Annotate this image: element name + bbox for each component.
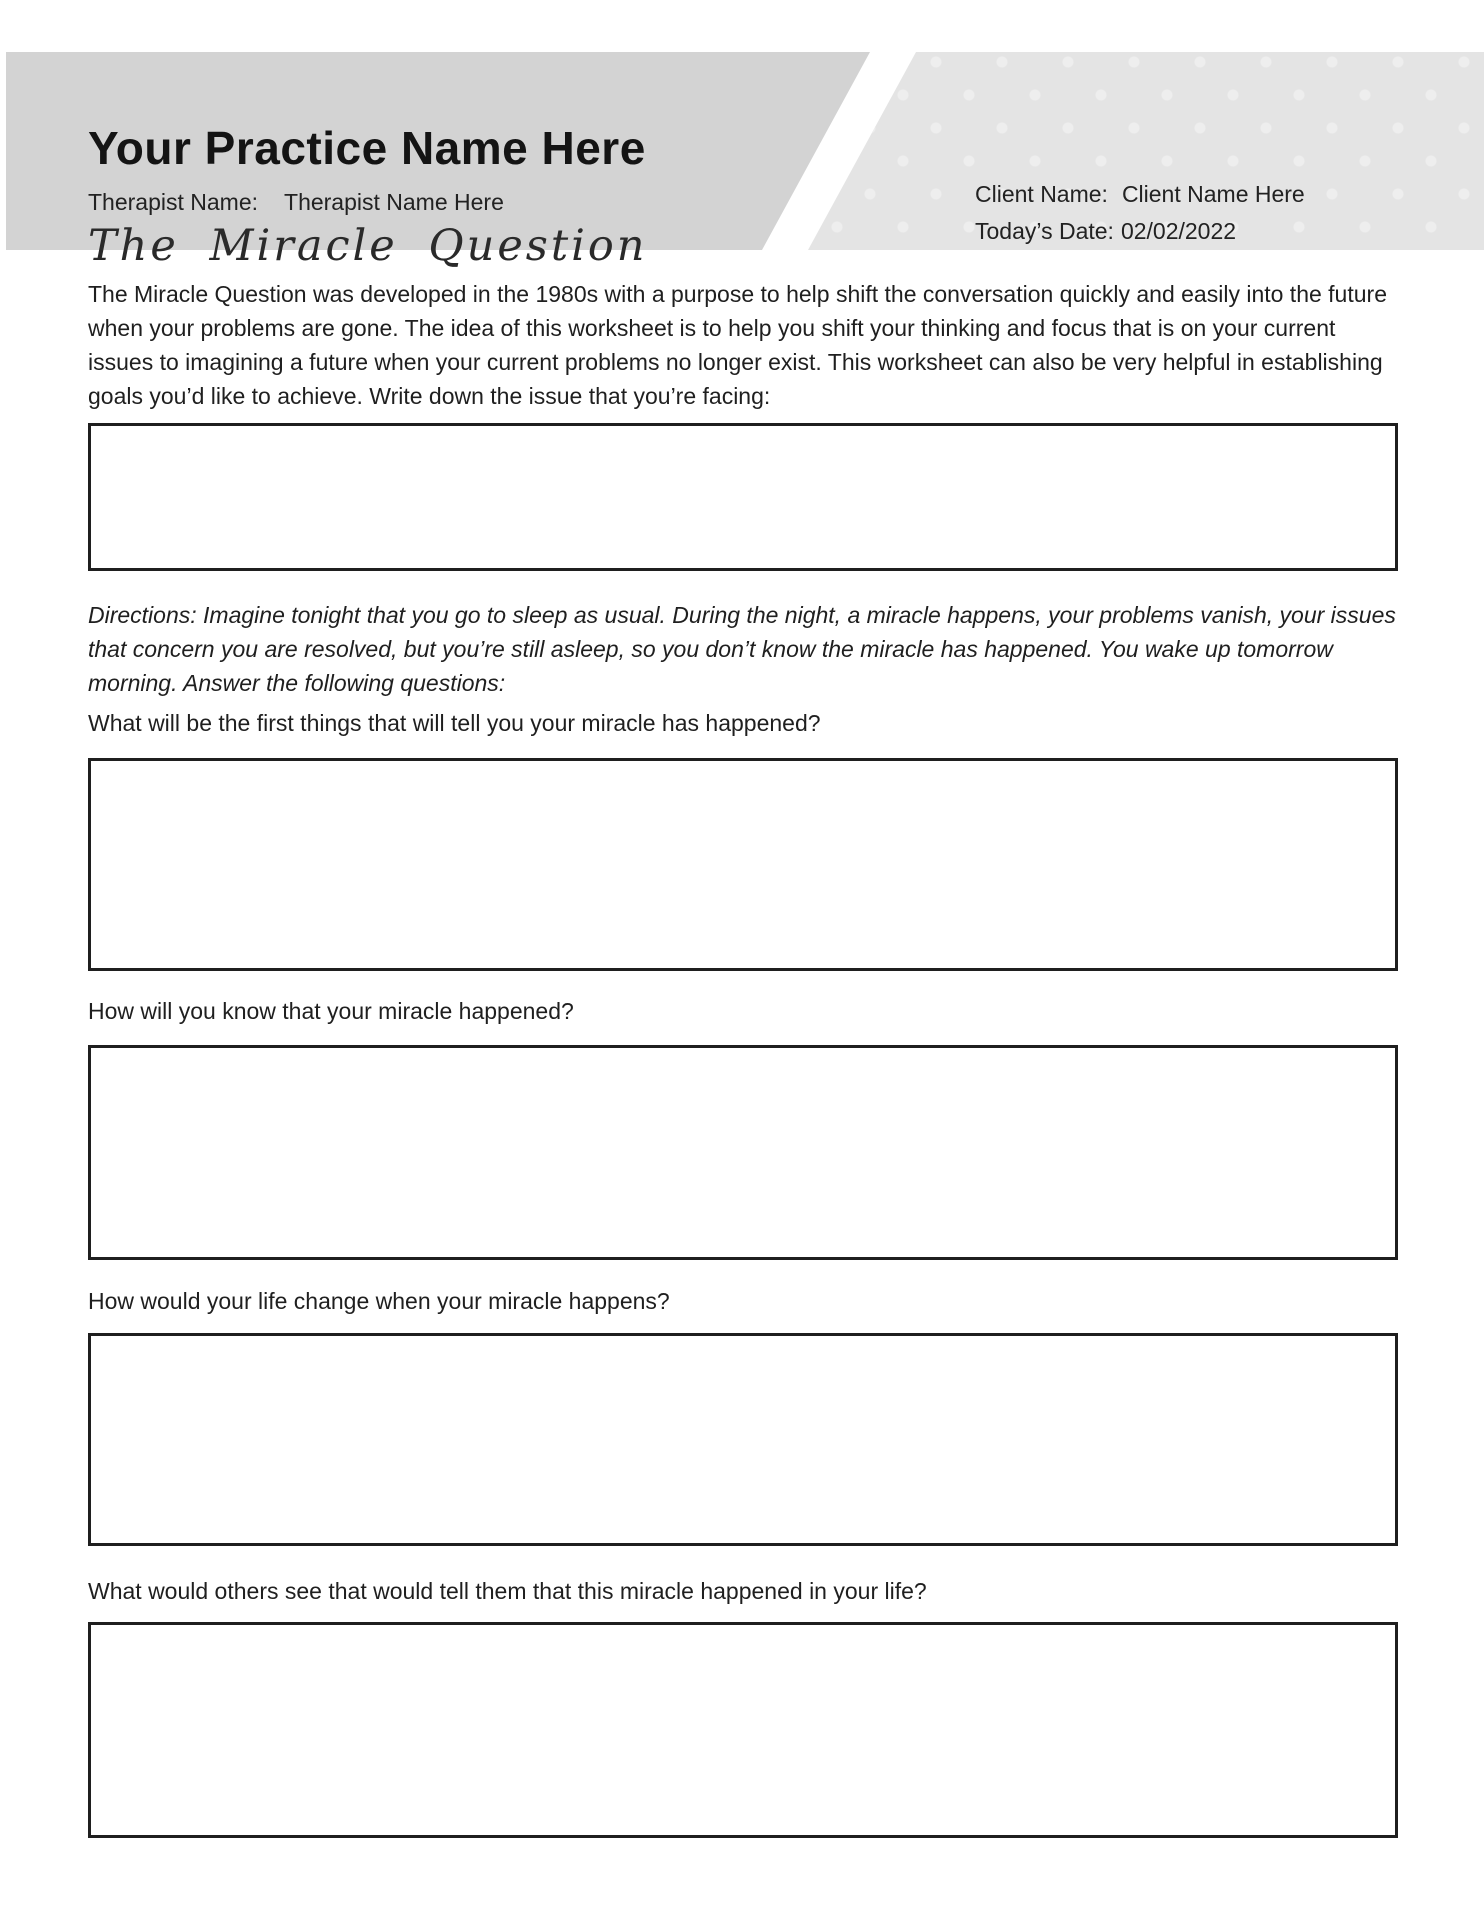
- question-2-answer-box[interactable]: [88, 1045, 1398, 1260]
- date-value: 02/02/2022: [1120, 218, 1237, 244]
- directions-paragraph: Directions: Imagine tonight that you go to sleep as usual. During the night, a miracle happens, your problems vanish, your issues that concern you are resolved, but you’re still asleep, so you don’t know the miracle has happened. You wake up tomorrow morning. Answer the following questions:: [88, 602, 1396, 696]
- question-4-label: What would others see that would tell them that this miracle happened in your life?: [88, 1578, 927, 1604]
- client-name-value: Client Name Here: [1121, 181, 1305, 207]
- question-4-answer-box[interactable]: [88, 1622, 1398, 1838]
- worksheet-title: The Miracle Question: [88, 221, 648, 271]
- issue-answer-box[interactable]: [88, 423, 1398, 571]
- therapist-name-label: Therapist Name:: [88, 189, 259, 215]
- practice-name: Your Practice Name Here: [88, 122, 646, 174]
- question-1-label: What will be the first things that will tell you your miracle has happened?: [88, 710, 821, 736]
- intro-paragraph: The Miracle Question was developed in the 1980s with a purpose to help shift the conversation quickly and easily into the future when your problems are gone. The idea of this worksheet is to help you shift your thinking and focus that is on your current issues to imagining a future when your current problems no longer exist. This worksheet can also be very helpful in establishing goals you’d like to achieve. Write down the issue that you’re facing:: [88, 281, 1387, 409]
- question-3-label: How would your life change when your miracle happens?: [88, 1288, 670, 1314]
- date-row: [975, 217, 1236, 245]
- therapist-row: [88, 188, 504, 216]
- client-name-label: Client Name:: [975, 181, 1108, 207]
- date-label: Today’s Date:: [975, 218, 1114, 244]
- question-3-answer-box[interactable]: [88, 1333, 1398, 1546]
- client-row: [975, 180, 1305, 208]
- question-2-label: How will you know that your miracle happened?: [88, 998, 574, 1024]
- header: [0, 52, 1484, 271]
- therapist-name-value: Therapist Name Here: [284, 189, 504, 215]
- question-1-answer-box[interactable]: [88, 758, 1398, 971]
